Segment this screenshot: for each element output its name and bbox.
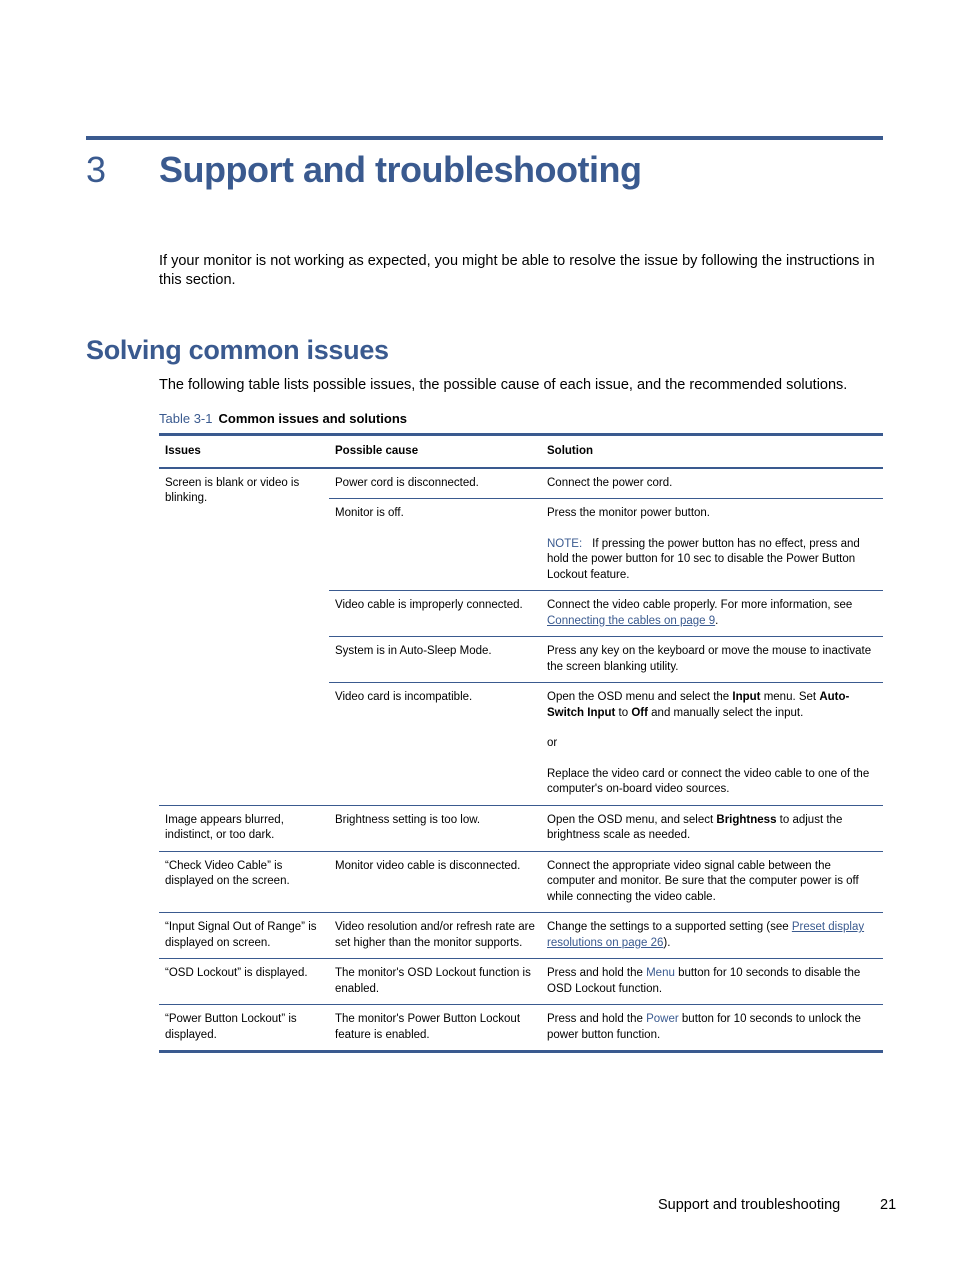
solution-text: [547, 690, 877, 721]
issue-cell: “OSD Lockout” is displayed.: [159, 959, 329, 1005]
header-issues: Issues: [159, 435, 329, 468]
solution-cell: [541, 499, 883, 591]
solution-cell: [541, 805, 883, 851]
power-button-term: Power: [646, 1013, 679, 1025]
note-text: If pressing the power button has no effect, press and hold the power button for 10 sec to disable the Power Button Lockout feature.: [547, 537, 860, 581]
input-term: Input: [732, 691, 761, 703]
cause-cell: Power cord is disconnected.: [335, 476, 479, 489]
footer-title: Support and troubleshooting: [658, 1197, 841, 1213]
issue-cell: Screen is blank or video is blinking.: [165, 476, 300, 504]
solution-alt-text: Replace the video card or connect the video cable to one of the computer's on-board video sources.: [547, 767, 870, 795]
solution-part: Open the OSD menu, and select: [547, 813, 717, 826]
table-header-row: [159, 435, 883, 468]
solution-text: Connect the video cable properly. For more information, see: [547, 599, 853, 611]
cause-cell: Video resolution and/or refresh rate are set higher than the monitor supports.: [329, 913, 541, 959]
page-number: 21: [880, 1197, 897, 1213]
solution-part: menu. Set: [760, 691, 820, 703]
header-cause: Possible cause: [329, 435, 541, 468]
solution-cell: Connect the appropriate video signal cable between the computer and monitor. Be sure that the computer power is off while connecting the video cable.: [541, 851, 883, 913]
brightness-term: Brightness: [716, 813, 777, 826]
cause-cell: The monitor's OSD Lockout function is enabled.: [329, 959, 541, 1005]
cause-cell: Brightness setting is too low.: [329, 805, 541, 851]
solution-cell: Press any key on the keyboard or move the mouse to inactivate the screen blanking utility.: [541, 637, 883, 683]
solution-part: button for 10 seconds to disable the OSD Lockout function.: [547, 967, 861, 995]
chapter-top-rule: [86, 136, 883, 140]
table-row: [159, 1005, 883, 1052]
solution-cell: Connect the power cord.: [547, 476, 673, 489]
solution-cell: [541, 1005, 883, 1052]
section-title: Solving common issues: [86, 335, 389, 365]
cause-cell: Monitor video cable is disconnected.: [329, 851, 541, 913]
table-caption-label: Table 3-1: [159, 411, 213, 426]
solution-part: to: [615, 706, 632, 719]
auto-switch-input-term: Auto-Switch Input: [547, 691, 850, 719]
issue-cell: “Check Video Cable” is displayed on the screen.: [159, 851, 329, 913]
cause-cell: Video cable is improperly connected.: [329, 591, 541, 637]
issue-cell: “Input Signal Out of Range” is displayed on screen.: [159, 913, 329, 959]
solution-part: button for 10 seconds to unlock the power button function.: [547, 1013, 861, 1041]
table-caption-title: Common issues and solutions: [218, 411, 408, 426]
menu-button-term: Menu: [646, 967, 675, 979]
connecting-cables-link[interactable]: Connecting the cables on page 9: [547, 614, 716, 627]
issue-cell: “Power Button Lockout” is displayed.: [159, 1005, 329, 1052]
chapter-number: 3: [86, 149, 107, 190]
solution-cell: [541, 683, 883, 806]
solution-text: Press the monitor power button.: [547, 507, 710, 519]
table-row: [159, 959, 883, 1005]
chapter-intro: If your monitor is not working as expected, you might be able to resolve the issue by following the instructions in this section.: [159, 253, 875, 288]
solution-part: Open the OSD menu and select the: [547, 691, 733, 703]
solution-part: and manually select the input.: [647, 706, 804, 719]
note-label: NOTE:: [547, 537, 583, 550]
cause-cell: Video card is incompatible.: [329, 683, 541, 806]
solution-part: Press and hold the: [547, 1013, 647, 1025]
solution-part: to adjust the brightness scale as needed.: [547, 813, 843, 841]
section-intro: The following table lists possible issues, the possible cause of each issue, and the recommended solutions.: [159, 377, 848, 393]
table-row: [159, 468, 883, 499]
table-row: [159, 851, 883, 913]
or-text: or: [547, 737, 558, 749]
note: [547, 537, 877, 584]
chapter-title: Support and troubleshooting: [159, 149, 642, 190]
issue-cell: Image appears blurred, indistinct, or too dark.: [159, 805, 329, 851]
solution-cell: [541, 913, 883, 959]
solution-text-end: .: [715, 614, 719, 627]
cause-cell: System is in Auto-Sleep Mode.: [329, 637, 541, 683]
cause-cell: The monitor's Power Button Lockout feature is enabled.: [329, 1005, 541, 1052]
solution-part: ).: [663, 936, 671, 949]
cause-cell: Monitor is off.: [329, 499, 541, 591]
solution-part: Press and hold the: [547, 967, 647, 979]
solution-cell: [541, 591, 883, 637]
table-row: [159, 913, 883, 959]
header-solution: Solution: [541, 435, 883, 468]
table-row: [159, 805, 883, 851]
preset-resolutions-link[interactable]: Preset display resolutions on page 26: [547, 921, 865, 949]
issues-table: [159, 433, 883, 1053]
solution-cell: [541, 959, 883, 1005]
solution-part: Change the settings to a supported setting (see: [547, 921, 792, 933]
off-term: Off: [631, 706, 648, 719]
table-caption: [159, 410, 407, 428]
